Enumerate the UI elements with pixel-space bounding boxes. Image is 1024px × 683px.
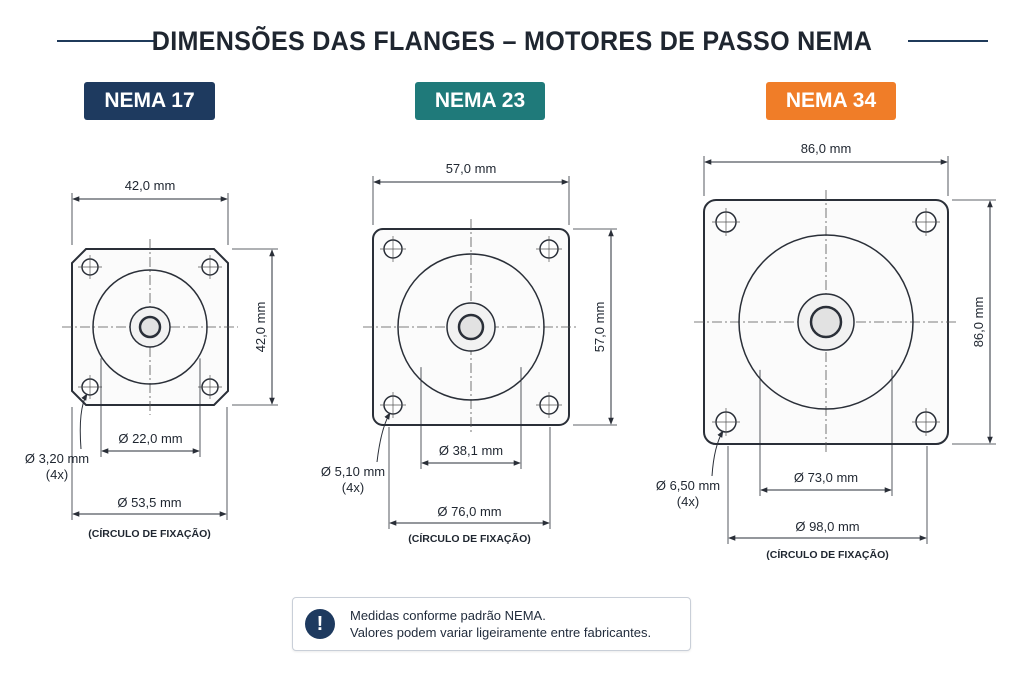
badge-nema34: NEMA 34: [766, 82, 896, 120]
bolt-circle-label: Ø 53,5 mm: [117, 495, 182, 510]
page-title: DIMENSÕES DAS FLANGES – MOTORES DE PASSO NEMA: [151, 26, 873, 56]
hole-diameter-label: Ø 5,10 mm: [320, 464, 386, 479]
note-text: [350, 607, 651, 641]
shaft-circle: [811, 307, 841, 337]
height-label: 42,0 mm: [253, 301, 268, 353]
hole-count-label: (4x): [676, 494, 700, 509]
note-box: [292, 597, 691, 651]
width-label: 86,0 mm: [800, 141, 852, 156]
shaft-circle: [459, 315, 483, 339]
hole-diameter-label: Ø 3,20 mm: [24, 451, 90, 466]
exclamation-icon: !: [305, 609, 335, 639]
bolt-circle-caption: (CÍRCULO DE FIXAÇÃO): [766, 549, 889, 561]
flange-group-1: [25, 178, 278, 540]
bolt-circle-label: Ø 98,0 mm: [795, 519, 860, 534]
bolt-circle-caption: (CÍRCULO DE FIXAÇÃO): [408, 533, 531, 545]
flange-group-3: [656, 141, 996, 561]
height-label: 86,0 mm: [971, 296, 986, 348]
hole-count-label: (4x): [341, 480, 365, 495]
shaft-circle: [140, 317, 160, 337]
width-label: 57,0 mm: [445, 161, 497, 176]
note-line-1: Medidas conforme padrão NEMA.: [350, 608, 546, 623]
height-label: 57,0 mm: [592, 301, 607, 353]
width-label: 42,0 mm: [124, 178, 176, 193]
hole-count-label: (4x): [45, 467, 69, 482]
pilot-diameter-label: Ø 38,1 mm: [438, 443, 504, 458]
bolt-circle-label: Ø 76,0 mm: [437, 504, 502, 519]
badge-nema17: NEMA 17: [84, 82, 215, 120]
pilot-diameter-label: Ø 73,0 mm: [793, 470, 859, 485]
bolt-circle-caption: (CÍRCULO DE FIXAÇÃO): [88, 528, 211, 540]
pilot-diameter-label: Ø 22,0 mm: [118, 431, 183, 446]
flange-group-2: [321, 161, 617, 545]
note-line-2: Valores podem variar ligeiramente entre fabricantes.: [350, 625, 652, 640]
hole-diameter-label: Ø 6,50 mm: [655, 478, 721, 493]
badge-nema23: NEMA 23: [415, 82, 545, 120]
